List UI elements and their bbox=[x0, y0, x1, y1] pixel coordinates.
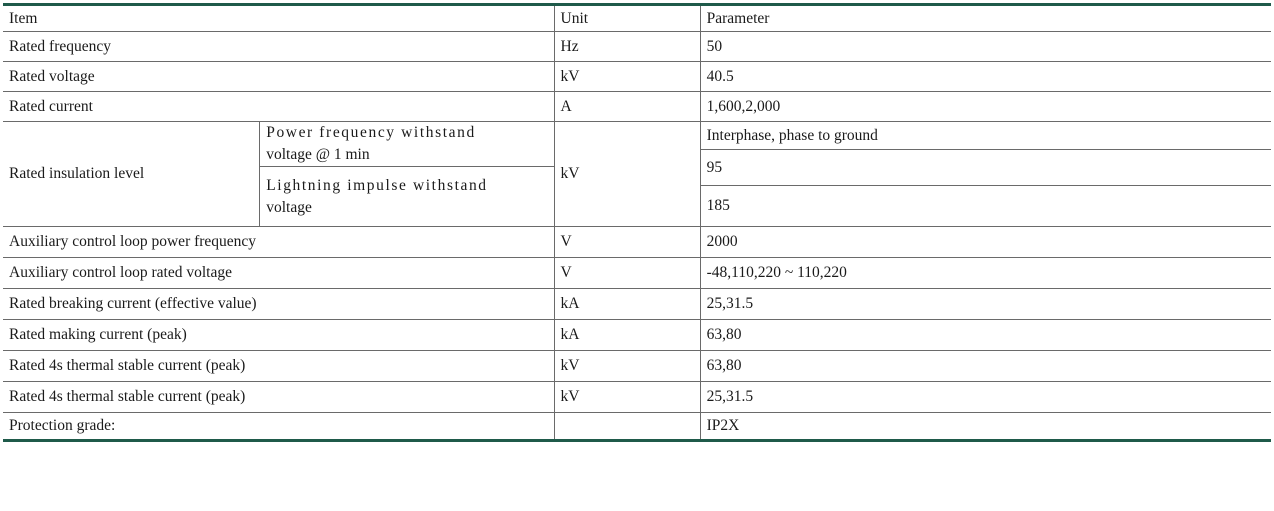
cell-parameter: 63,80 bbox=[700, 351, 1271, 382]
cell-parameter: 25,31.5 bbox=[700, 382, 1271, 413]
table-row bbox=[3, 258, 1271, 289]
power-frequency-withstand-label: Power frequency withstand voltage @ 1 min bbox=[260, 122, 554, 167]
cell-item: Rated frequency bbox=[3, 32, 554, 62]
cell-unit bbox=[554, 413, 700, 441]
insulation-item: Rated insulation level bbox=[3, 122, 260, 227]
cell-unit: V bbox=[554, 258, 700, 289]
insulation-param-95: 95 bbox=[700, 150, 1271, 186]
cell-unit: kV bbox=[554, 382, 700, 413]
cell-item: Rated 4s thermal stable current (peak) bbox=[3, 351, 554, 382]
table-row bbox=[3, 320, 1271, 351]
header-unit: Unit bbox=[554, 5, 700, 32]
header-parameter: Parameter bbox=[700, 5, 1271, 32]
cell-unit: Hz bbox=[554, 32, 700, 62]
cell-item: Rated breaking current (effective value) bbox=[3, 289, 554, 320]
cell-unit: kA bbox=[554, 289, 700, 320]
cell-item: Auxiliary control loop rated voltage bbox=[3, 258, 554, 289]
header-item: Item bbox=[3, 5, 554, 32]
cell-parameter: 1,600,2,000 bbox=[700, 92, 1271, 122]
table-row bbox=[3, 351, 1271, 382]
cell-unit: A bbox=[554, 92, 700, 122]
table-row bbox=[3, 227, 1271, 258]
insulation-row-1 bbox=[3, 122, 1271, 150]
cell-item: Rated voltage bbox=[3, 62, 554, 92]
cell-parameter: 25,31.5 bbox=[700, 289, 1271, 320]
table-row bbox=[3, 92, 1271, 122]
cell-item: Auxiliary control loop power frequency bbox=[3, 227, 554, 258]
table-row bbox=[3, 413, 1271, 441]
cell-item: Rated making current (peak) bbox=[3, 320, 554, 351]
cell-item: Rated current bbox=[3, 92, 554, 122]
spec-table-container bbox=[3, 3, 1271, 442]
table-row bbox=[3, 289, 1271, 320]
table-row bbox=[3, 62, 1271, 92]
cell-unit: kV bbox=[554, 62, 700, 92]
cell-parameter: 40.5 bbox=[700, 62, 1271, 92]
cell-parameter: 63,80 bbox=[700, 320, 1271, 351]
lightning-impulse-withstand-label: Lightning impulse withstand voltage bbox=[260, 167, 554, 227]
cell-parameter: IP2X bbox=[700, 413, 1271, 441]
table-row bbox=[3, 32, 1271, 62]
specification-table bbox=[3, 3, 1271, 442]
cell-parameter: 50 bbox=[700, 32, 1271, 62]
insulation-unit: kV bbox=[554, 122, 700, 227]
cell-item: Rated 4s thermal stable current (peak) bbox=[3, 382, 554, 413]
table-row bbox=[3, 382, 1271, 413]
cell-unit: kA bbox=[554, 320, 700, 351]
cell-unit: kV bbox=[554, 351, 700, 382]
cell-parameter: -48,110,220 ~ 110,220 bbox=[700, 258, 1271, 289]
cell-item: Protection grade: bbox=[3, 413, 554, 441]
cell-parameter: 2000 bbox=[700, 227, 1271, 258]
cell-unit: V bbox=[554, 227, 700, 258]
insulation-param-header: Interphase, phase to ground bbox=[700, 122, 1271, 150]
table-header-row bbox=[3, 5, 1271, 32]
insulation-param-185: 185 bbox=[700, 186, 1271, 227]
